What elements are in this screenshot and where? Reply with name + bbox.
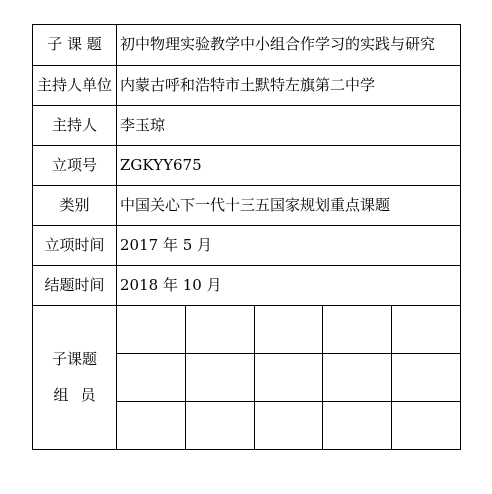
table-row	[33, 106, 461, 146]
table-row	[33, 25, 461, 66]
member-cell	[391, 306, 460, 354]
project-number-value: ZGKYY675	[117, 146, 461, 186]
member-cell	[323, 306, 392, 354]
table-row	[33, 266, 461, 306]
host-value: 李玉琼	[117, 106, 461, 146]
member-cell	[186, 402, 255, 450]
member-cell	[186, 306, 255, 354]
members-grid-row	[117, 306, 460, 354]
member-cell	[186, 354, 255, 402]
table-row	[33, 186, 461, 226]
member-cell	[117, 354, 186, 402]
end-date-value: 2018 年 10 月	[117, 266, 461, 306]
members-label-line1: 子课题	[51, 350, 97, 369]
member-cell	[323, 402, 392, 450]
members-label	[33, 306, 117, 450]
host-unit-value: 内蒙古呼和浩特市土默特左旗第二中学	[117, 66, 461, 106]
member-cell	[391, 354, 460, 402]
members-grid	[117, 306, 460, 449]
members-grid-row	[117, 354, 460, 402]
members-grid-row	[117, 402, 460, 450]
category-value: 中国关心下一代十三五国家规划重点课题	[117, 186, 461, 226]
table-row	[33, 306, 461, 450]
host-label: 主持人	[33, 106, 117, 146]
subject-label: 子 课 题	[33, 25, 117, 66]
table-row	[33, 66, 461, 106]
start-date-value: 2017 年 5 月	[117, 226, 461, 266]
table-row	[33, 146, 461, 186]
category-label: 类别	[33, 186, 117, 226]
table-row	[33, 226, 461, 266]
member-cell	[254, 306, 323, 354]
member-cell	[254, 402, 323, 450]
members-grid-cell	[117, 306, 461, 450]
project-info-document	[32, 24, 461, 450]
member-cell	[254, 354, 323, 402]
member-cell	[117, 306, 186, 354]
project-number-label: 立项号	[33, 146, 117, 186]
project-info-table	[32, 24, 461, 450]
member-cell	[323, 354, 392, 402]
start-date-label: 立项时间	[33, 226, 117, 266]
host-unit-label: 主持人单位	[33, 66, 117, 106]
member-cell	[117, 402, 186, 450]
end-date-label: 结题时间	[33, 266, 117, 306]
member-cell	[391, 402, 460, 450]
subject-value: 初中物理实验教学中小组合作学习的实践与研究	[117, 25, 461, 66]
members-label-line2: 组员	[53, 385, 108, 404]
